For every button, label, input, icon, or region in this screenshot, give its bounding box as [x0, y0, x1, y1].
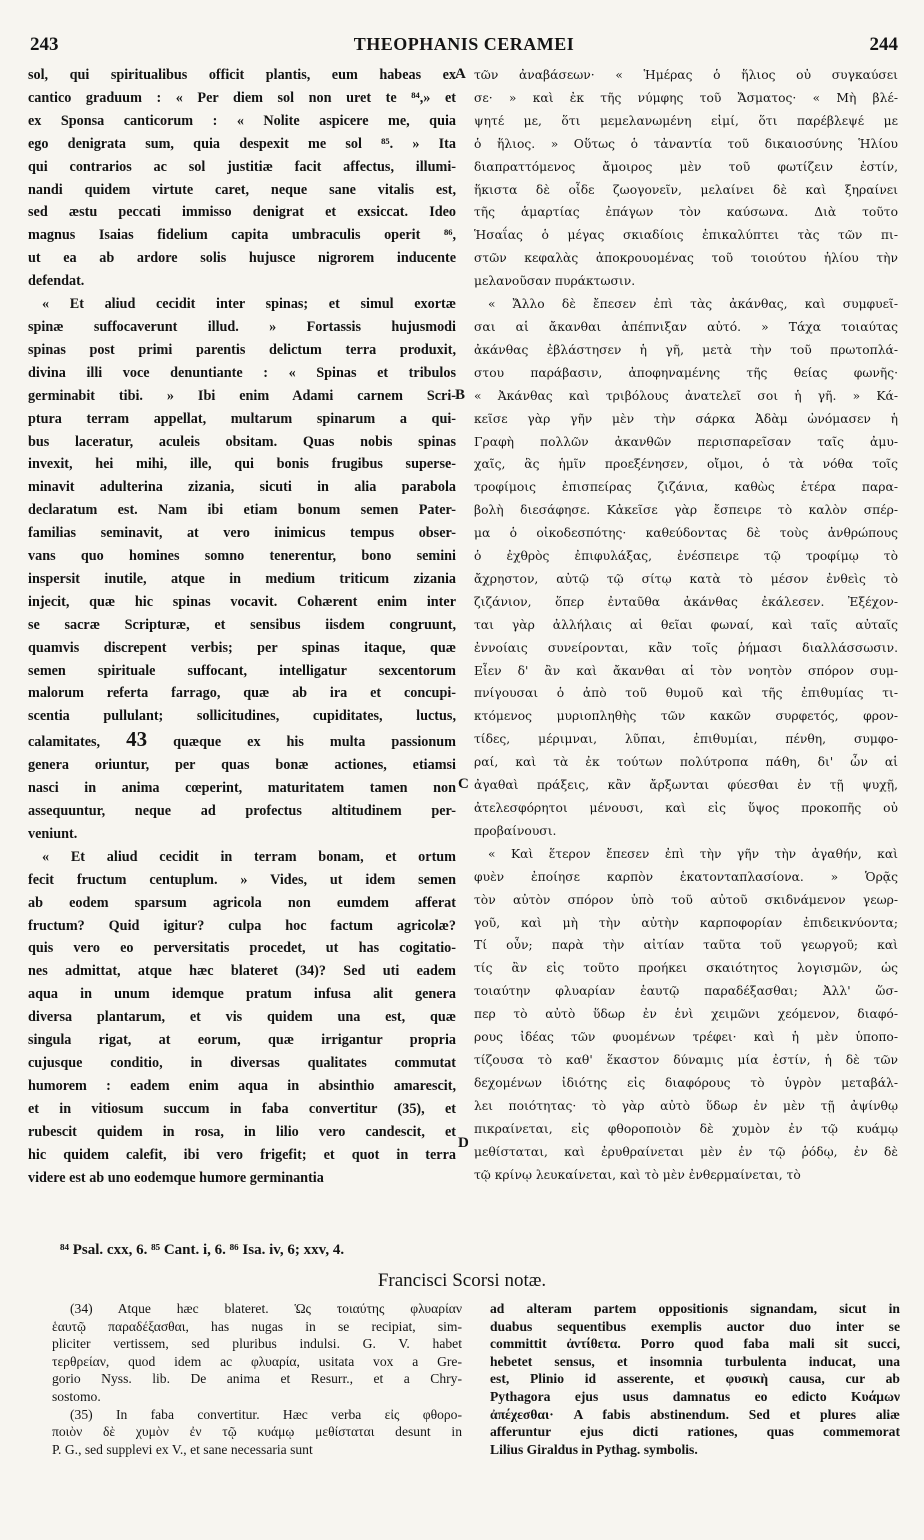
greek-line: « Ἀκάνθας καὶ τριβόλους ἀνατελεῖ σοι ἡ γῆ. » Κά-: [474, 388, 898, 403]
latin-line: familias seminavit, at vero inimicus tempus obser-: [28, 525, 456, 542]
latin-line: [28, 728, 456, 754]
greek-line: τίδες, μέριμναι, λῦπαι, ἐπιθυμίαι, πένθη, συμφο-: [474, 732, 898, 747]
greek-line: ὁ ἐχθρὸς ἐπιφυλάξας, ἐνέσπειρε τῷ τροφίμῳ τὸ: [474, 549, 898, 564]
latin-line: cantico graduum : « Per diem sol non uret te ⁸⁴,» et: [28, 89, 456, 106]
latin-line: quis vero eo perversitatis procedet, ut has cogitatio-: [28, 940, 456, 957]
greek-line: δεχομένων ἰδιότης εἰς διαφόρους τὸ ὑγρὸν μεταβάλ-: [474, 1075, 898, 1090]
latin-line: malorum referta farrago, quæ ab ira et concupi-: [28, 685, 456, 702]
latin-line: sed æstu peccati immisso denigrat et exsiccat. Ideo: [28, 204, 456, 221]
latin-line: assequuntur, neque ad profectus altitudinem per-: [28, 803, 456, 819]
greek-line: στῶν κεφαλὰς ἀποκρουομένας τοῦ τοιούτου ἡλίου τὴν: [474, 251, 898, 266]
notes-left-column: [52, 1300, 462, 1458]
latin-line: injecit, quæ hic spinas vocavit. Cohærent enim inter: [28, 593, 456, 610]
latin-line: « Et aliud cecidit in terram bonam, et ortum: [42, 848, 456, 865]
greek-line: ἄχρηστον, αὐτῷ τῷ σίτῳ κατὰ τὸ μέσον ἐνθεὶς τὸ: [474, 571, 898, 586]
latin-line: declaratum est. Nam ibi etiam bonum semen Pater-: [28, 502, 456, 519]
greek-line: τίς ἂν εἰς τοῦτο προήκει σκαιότητος λογισμῶν, ὡς: [474, 961, 898, 976]
margin-mark-d: D: [458, 1135, 469, 1151]
latin-line: defendat.: [28, 273, 85, 290]
greek-line: χαῖς, ἃς ἡμῖν προεξένησεν, οἴμοι, ὁ τὰ νόθα τοῖς: [474, 457, 898, 472]
note-line: P. G., sed supplevi ex V., et sane necessaria sunt: [52, 1441, 313, 1457]
greek-line: μεθίσταται, καὶ ἐρυθραίνεται μὲν ἐν τῷ ῥόδῳ, ἐν δὲ: [474, 1144, 898, 1159]
latin-line: ex Sponsa canticorum : « Nolite aspicere me, quia: [28, 112, 456, 129]
greek-line: τῷ κρίνῳ λευκαίνεται, καὶ τὸ μὲν ἐνθερμαίνεται, τὸ: [474, 1167, 801, 1182]
latin-line: spinæ suffocaverunt illud. » Fortassis hujusmodi: [28, 318, 456, 335]
latin-line: sol, qui spiritualibus officit plantis, eum habeas ex: [28, 67, 456, 83]
greek-line: Εἶεν δ' ἂν καὶ ἄκανθαι αἱ τὸν νοητὸν σπόρον συμ-: [474, 663, 898, 678]
latin-line: bus laceratur, aculeis obsitam. Quas nobis spinas: [28, 433, 456, 450]
note-line: gorio Nyss. lib. De anima et Resurr., et a Chry-: [52, 1371, 462, 1387]
latin-line: ut ea ab ardore solis hujusce nigrorem inducente: [28, 250, 456, 267]
latin-line: genera oriuntur, per quas bonæ actiones, etiamsi: [28, 757, 456, 774]
latin-line: videre est ab uno eodemque humore germinantia: [28, 1169, 324, 1186]
greek-line: ἐννοίαις συνείρονται, κἂν τοῖς ῥήμασι διαλλάσσωσιν.: [474, 640, 898, 655]
greek-line: πνίγουσαι ὁ ἀπὸ τοῦ θυμοῦ καὶ τῆς ἐπιθυμίας τι-: [474, 686, 898, 701]
greek-line: περ τὸ αὐτὸ ὕδωρ ἐν ἑνὶ χειμῶνι χεόμενον, διαφό-: [474, 1007, 898, 1022]
latin-line: rubescit quidem in rosa, in lilio vero candescit, et: [28, 1123, 456, 1140]
latin-line: inspersit inutile, atque in medium triticum zizania: [28, 570, 456, 587]
latin-line: « Et aliud cecidit inter spinas; et simul exortæ: [42, 296, 456, 313]
latin-line: cujusque conditio, in diversas qualitates commutat: [28, 1054, 456, 1071]
greek-line: Τί οὖν; παρὰ τὴν αἰτίαν ταῦτα τοῦ γεωργοῦ; καὶ: [474, 938, 898, 953]
running-title: THEOPHANIS CERAMEI: [353, 34, 575, 54]
note-line: ἀπέχεσθαι· A fabis abstinendum. Sed et plures aliæ: [490, 1406, 900, 1422]
greek-line: κτόμενος μυριοπληθὴς τῶν κακῶν συρφετός, φρον-: [474, 709, 898, 724]
latin-line: vans quo homines somno tenerentur, bono semini: [28, 548, 456, 565]
latin-line: nasci in anima cœperint, maturitatem tamen non: [28, 780, 456, 797]
greek-line: τροφίμοις ἐπισπείρας ζιζάνια, καθὼς ἑτέρα παρα-: [474, 480, 898, 495]
note-line: ποιὸν δὲ χυμὸν ἐν τῷ κυάμῳ μεθίσταται desunt in: [52, 1424, 462, 1440]
latin-line: divina illi voce denuntiante : « Spinas et tribulos: [28, 364, 456, 381]
latin-line: ab eodem sparsum agricola non eumdem afferat: [28, 894, 456, 911]
margin-mark-c: C: [458, 776, 469, 792]
latin-line: ptura terram appellat, multarum spinarum a qui-: [28, 410, 456, 427]
notes-title: Francisci Scorsi notæ.: [377, 1270, 547, 1291]
column-number: 43: [126, 728, 148, 752]
note-line: hebetet sensus, et insomnia turbulenta inducat, una: [490, 1353, 900, 1369]
note-line: (35) In faba convertitur. Hæc verba εἰς φθορο-: [70, 1406, 462, 1422]
greek-line: στου παράβασιν, ἀποφηναμένης τῆς θείας φωνῆς·: [474, 365, 898, 380]
latin-line: germinabit tibi. » Ibi enim Adami carnem Scri-: [28, 387, 456, 404]
latin-line: aqua in unum idemque pratum infusa alit genera: [28, 986, 456, 1003]
latin-line: magnus Isaias fidelium capita umbraculis operit ⁸⁶,: [28, 227, 456, 244]
latin-line: fecit fructum centuplum. » Vides, ut idem semen: [28, 871, 456, 888]
note-line: duabus sequentibus exemplis auctor duo inter se: [490, 1318, 900, 1334]
note-line: ἑαυτῷ παραδέξασθαι, has nugas in se recipiat, sim-: [52, 1318, 462, 1334]
page-number-left: 243: [30, 34, 59, 55]
greek-line: « Καὶ ἕτερον ἔπεσεν ἐπὶ τὴν γῆν τὴν ἀγαθήν, καὶ: [488, 846, 898, 861]
greek-line: κεῖσε γὰρ γῆν μὲν τὴν σάρκα Ἀδὰμ ὠνόμασεν ἡ: [474, 411, 898, 426]
margin-mark-b: B: [455, 387, 466, 403]
latin-line: fructum? Quid igitur? culpa hoc factum agricolæ?: [28, 917, 456, 934]
note-line: ad alteram partem oppositionis signandam, sicut in: [490, 1301, 900, 1316]
greek-line: τοιαύτην φλυαρίαν ἑαυτῷ παραδέξασθαι; Ἀλλ' ὥσ-: [474, 984, 898, 999]
page-number-right: 244: [869, 34, 898, 55]
greek-line: τίζουσα τὸ καθ' ἕκαστον δύναμις μία ἐστίν, ἡ δὲ τῶν: [474, 1052, 898, 1067]
note-line: pliciter vertissem, sed pluribus indulsi. G. V. habet: [52, 1336, 462, 1352]
greek-line: ὁ ἥλιος. » Οὕτως ὁ τἀναντία τοῦ δικαιοσύνης Ἡλίου: [474, 136, 898, 151]
greek-line: ἀκάνθας ἐβλάστησεν ἡ γῆ, μετὰ τὴν τοῦ πρωτοπλά-: [474, 342, 898, 357]
latin-line: qui contrarios ac sol justitiæ facit affectus, illumi-: [28, 158, 456, 175]
greek-line: « Ἄλλο δὲ ἔπεσεν ἐπὶ τὰς ἀκάνθας, καὶ συμφυεῖ-: [488, 297, 898, 312]
greek-line: προβαίνουσι.: [474, 823, 557, 838]
note-line: Lilius Giraldus in Pythag. symbolis.: [490, 1441, 698, 1457]
greek-line: πικραίνεται, εἰς φθοροποιὸν δὲ χυμὸν ἐν τῷ κυάμῳ: [474, 1121, 898, 1136]
greek-line: ἀτελεσφόρητοι μένουσι, καὶ εἰς ὕψος προκοπῆς οὐ: [474, 801, 898, 815]
greek-line: ἥκιστα δὲ οἶδε ζωογονεῖν, μελαίνει δὲ καὶ ξηραίνει: [474, 182, 898, 197]
greek-line: ἀγαθαὶ πράξεις, κἂν ἄρξωνται φύεσθαι ἐν τῇ ψυχῇ,: [474, 778, 898, 793]
latin-line: se sacræ Scripturæ, et sensibus iisdem congruunt,: [28, 616, 456, 633]
latin-line: humorem : eadem enim aqua in absinthio amarescit,: [28, 1077, 456, 1094]
greek-line: ρους ἰδέας τῶν φυομένων τρέφει· καὶ ἡ μὲν ὑποπο-: [474, 1030, 898, 1045]
latin-line: scentia pullulant; sollicitudines, cupiditates, luctus,: [28, 708, 456, 725]
greek-line: ραί, καὶ τὰ ἐκ τούτων πολύτροπα πάθη, δι' ὧν αἱ: [474, 755, 898, 770]
greek-line: διαπραττόμενος ἄμοιρος μὲν τοῦ φωτίζειν ἐστίν,: [474, 159, 898, 174]
margin-mark-a: A: [455, 66, 466, 82]
latin-line: veniunt.: [28, 825, 78, 842]
latin-line: invexit, hei mihi, ille, qui bonis frugibus superse-: [28, 456, 456, 473]
latin-line: minavit adulterina zizania, sicuti in alia parabola: [28, 479, 456, 496]
greek-line: μα ὁ οἰκοδεσπότης· καθεύδοντας δὲ τοὺς ἀνθρώπους: [474, 526, 898, 541]
latin-line: ego denigrata sum, quia despexit me sol ⁸⁵. » Ita: [28, 135, 456, 152]
greek-line: βολὴ διεσάφησε. Κἀκεῖσε γὰρ ἔσπειρε τὸ καλὸν σπέρ-: [474, 503, 898, 518]
greek-line: Ἡσαΐας ὁ μέγας σκιαδίοις ἐπικαλύπτει τὰς τῶν πι-: [474, 228, 898, 243]
latin-column: [28, 64, 456, 1189]
latin-line: semen spirituale suffocant, intelligatur sexcentorum: [28, 662, 456, 679]
note-line: afferuntur ejus dicti rationes, quas commemorat: [490, 1424, 900, 1440]
note-line: τερθρείαν, quod idem ac φλυαρία, usitata vox a Gre-: [52, 1353, 462, 1369]
line-text: quæque ex his multa passionum: [147, 734, 456, 751]
greek-line: γοῦ, καὶ μὴ τὴν αὐτὴν καρποφορίαν ἐπιδεικνύοντα;: [474, 915, 898, 930]
note-line: committit ἀντίθετα. Porro quod faba mali sit succi,: [490, 1336, 900, 1352]
greek-line: τὸν αὐτὸν σπόρον ὑπὸ τοῦ αὐτοῦ σκιδνάμενον γεωρ-: [474, 892, 898, 907]
greek-line: τῶν ἀναβάσεων· « Ἡμέρας ὁ ἥλιος οὐ συγκαύσει: [474, 68, 898, 82]
scripture-footnotes: ⁸⁴ Psal. cxx, 6. ⁸⁵ Cant. i, 6. ⁸⁶ Isa. iv, 6; xxv, 4.: [60, 1242, 345, 1258]
latin-line: hic quidem calefit, ibi vero frigefit; et quot in terra: [28, 1146, 456, 1163]
running-header: [28, 34, 900, 60]
greek-line: λει ποιότητας· τὸ γὰρ αὐτὸ ὕδωρ ἐν μὲν τῇ ἀψίνθῳ: [474, 1098, 898, 1113]
greek-line: ζιζάνιον, ὅπερ ἐνταῦθα ἀκάνθας ἐκάλεσεν. Ἐξέχον-: [474, 594, 898, 609]
latin-line: spinas post primi parentis delictum terra produxit,: [28, 341, 456, 358]
greek-line: μελανοῦσαν πυράκτωσιν.: [474, 274, 636, 289]
note-line: est, Plinio id asserente, et φυσικὴ causa, cur ab: [490, 1371, 900, 1387]
latin-line: et in vitiosum succum in faba convertitur (35), et: [28, 1100, 456, 1117]
greek-line: Γραφὴ πολλῶν ἀκανθῶν περισπαρεῖσαν ταῖς ἀμυ-: [474, 434, 898, 449]
note-line: (34) Atque hæc blateret. Ὡς τοιαύτης φλυαρίαν: [70, 1301, 462, 1316]
latin-line: nandi quidem virtute caret, neque sane vitalis est,: [28, 181, 456, 198]
latin-line: quamvis discrepent verbis; per spinas itaque, quæ: [28, 639, 456, 656]
note-line: Pythagora ejus usus damnatus eo edicto Κυάμων: [490, 1388, 900, 1404]
greek-line: φυὲν ἐποίησε καρπὸν ἑκατονταπλασίονα. » Ὁρᾷς: [474, 869, 898, 884]
greek-line: ται γὰρ ἀλλήλαις αἱ θεῖαι φωναί, καὶ ταῖς αὐταῖς: [474, 617, 898, 632]
greek-line: σαι αἱ ἄκανθαι ἀπέπνιξαν αὐτό. » Τάχα τοιαύτας: [474, 319, 898, 334]
greek-column: [474, 64, 898, 1186]
latin-line: diversa plantarum, et vis quidem una est, quæ: [28, 1009, 456, 1026]
latin-line: nes admittat, atque hæc blateret (34)? Sed uti eadem: [28, 963, 456, 980]
greek-line: σε· » καὶ ἐκ τῆς νύμφης τοῦ Ἄσματος· « Μὴ βλέ-: [474, 90, 898, 105]
note-line: sostomo.: [52, 1388, 101, 1404]
greek-line: τῆς ἁμαρτίας ἐπάγων τὸν καύσωνα. Διὰ τοῦτο: [474, 205, 898, 220]
line-text: calamitates,: [28, 734, 127, 751]
greek-line: ψητέ με, ὅτι μεμελανωμένη εἰμί, ὅτι παρέβλεψέ με: [474, 113, 898, 128]
notes-right-column: [490, 1300, 900, 1458]
latin-line: singula rigat, at eorum, quæ irrigantur propria: [28, 1032, 456, 1049]
